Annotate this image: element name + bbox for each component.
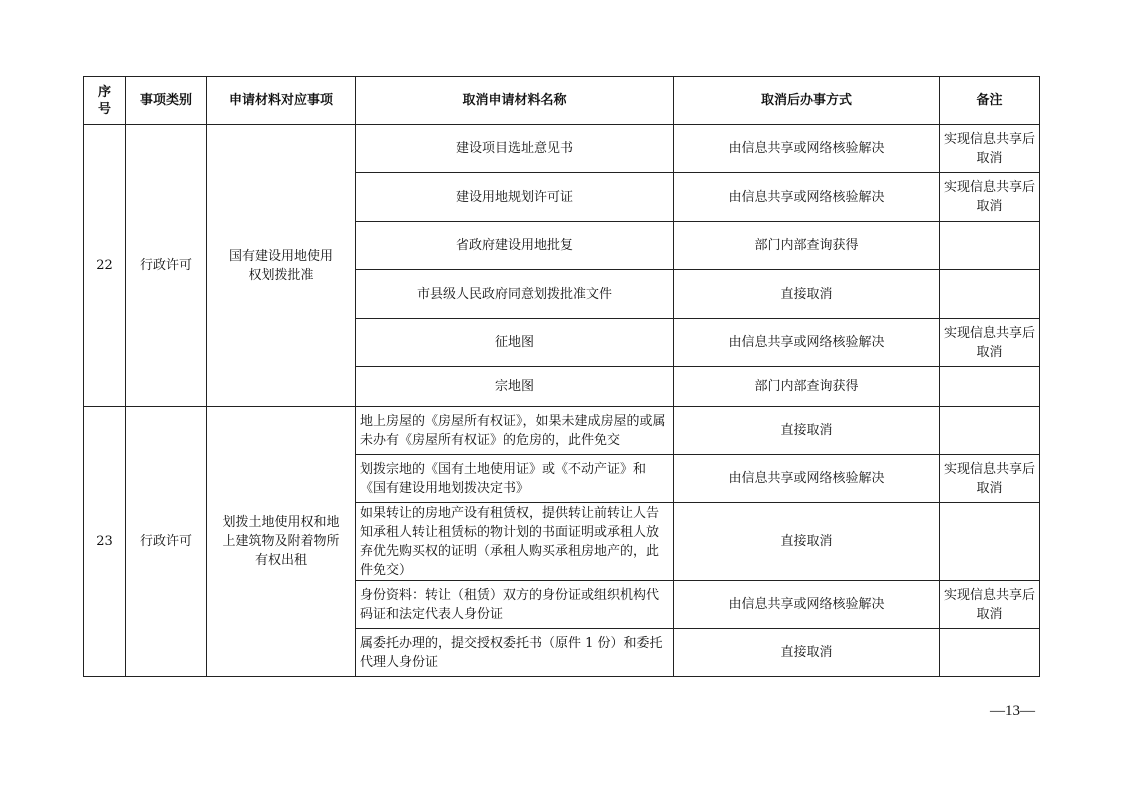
page-number: —13— bbox=[990, 703, 1035, 719]
method-cell: 直接取消 bbox=[674, 407, 940, 455]
table-row bbox=[84, 407, 1040, 455]
method-cell: 由信息共享或网络核验解决 bbox=[674, 173, 940, 222]
seq-cell: 22 bbox=[84, 125, 126, 407]
header-seq: 序 号 bbox=[84, 77, 126, 125]
material-cell: 宗地图 bbox=[356, 367, 674, 407]
material-cell: 地上房屋的《房屋所有权证》，如果未建成房屋的或属未办有《房屋所有权证》的危房的，此件免交 bbox=[356, 407, 674, 455]
item-cell: 国有建设用地使用权划拨批准 bbox=[207, 125, 356, 407]
category-cell: 行政许可 bbox=[126, 125, 207, 407]
header-material: 取消申请材料名称 bbox=[356, 77, 674, 125]
remark-cell: 实现信息共享后取消 bbox=[940, 581, 1040, 629]
header-remark: 备注 bbox=[940, 77, 1040, 125]
material-cell: 省政府建设用地批复 bbox=[356, 222, 674, 270]
remark-cell: 实现信息共享后取消 bbox=[940, 173, 1040, 222]
remark-cell bbox=[940, 270, 1040, 319]
table-row bbox=[84, 125, 1040, 173]
material-cell: 征地图 bbox=[356, 319, 674, 367]
material-cell: 属委托办理的，提交授权委托书（原件 1 份）和委托代理人身份证 bbox=[356, 629, 674, 677]
seq-cell: 23 bbox=[84, 407, 126, 677]
item-cell: 划拨土地使用权和地上建筑物及附着物所有权出租 bbox=[207, 407, 356, 677]
method-cell: 由信息共享或网络核验解决 bbox=[674, 319, 940, 367]
method-cell: 直接取消 bbox=[674, 629, 940, 677]
method-cell: 直接取消 bbox=[674, 270, 940, 319]
remark-cell: 实现信息共享后取消 bbox=[940, 455, 1040, 503]
header-item: 申请材料对应事项 bbox=[207, 77, 356, 125]
remark-cell bbox=[940, 503, 1040, 581]
material-cell: 建设用地规划许可证 bbox=[356, 173, 674, 222]
remark-cell bbox=[940, 407, 1040, 455]
remark-cell bbox=[940, 367, 1040, 407]
header-category: 事项类别 bbox=[126, 77, 207, 125]
method-cell: 由信息共享或网络核验解决 bbox=[674, 581, 940, 629]
method-cell: 部门内部查询获得 bbox=[674, 367, 940, 407]
method-cell: 部门内部查询获得 bbox=[674, 222, 940, 270]
material-cell: 市县级人民政府同意划拨批准文件 bbox=[356, 270, 674, 319]
method-cell: 由信息共享或网络核验解决 bbox=[674, 455, 940, 503]
header-row bbox=[84, 77, 1040, 125]
material-cell: 如果转让的房地产设有租赁权，提供转让前转让人告知承租人转让租赁标的物计划的书面证明或承租人放弃优先购买权的证明（承租人购买承租房地产的，此件免交） bbox=[356, 503, 674, 581]
category-cell: 行政许可 bbox=[126, 407, 207, 677]
method-cell: 直接取消 bbox=[674, 503, 940, 581]
remark-cell bbox=[940, 222, 1040, 270]
remark-cell bbox=[940, 629, 1040, 677]
cancellation-table bbox=[83, 76, 1040, 677]
material-cell: 身份资料：转让（租赁）双方的身份证或组织机构代码证和法定代表人身份证 bbox=[356, 581, 674, 629]
material-cell: 划拨宗地的《国有土地使用证》或《不动产证》和《国有建设用地划拨决定书》 bbox=[356, 455, 674, 503]
remark-cell: 实现信息共享后取消 bbox=[940, 319, 1040, 367]
header-method: 取消后办事方式 bbox=[674, 77, 940, 125]
material-cell: 建设项目选址意见书 bbox=[356, 125, 674, 173]
method-cell: 由信息共享或网络核验解决 bbox=[674, 125, 940, 173]
remark-cell: 实现信息共享后取消 bbox=[940, 125, 1040, 173]
